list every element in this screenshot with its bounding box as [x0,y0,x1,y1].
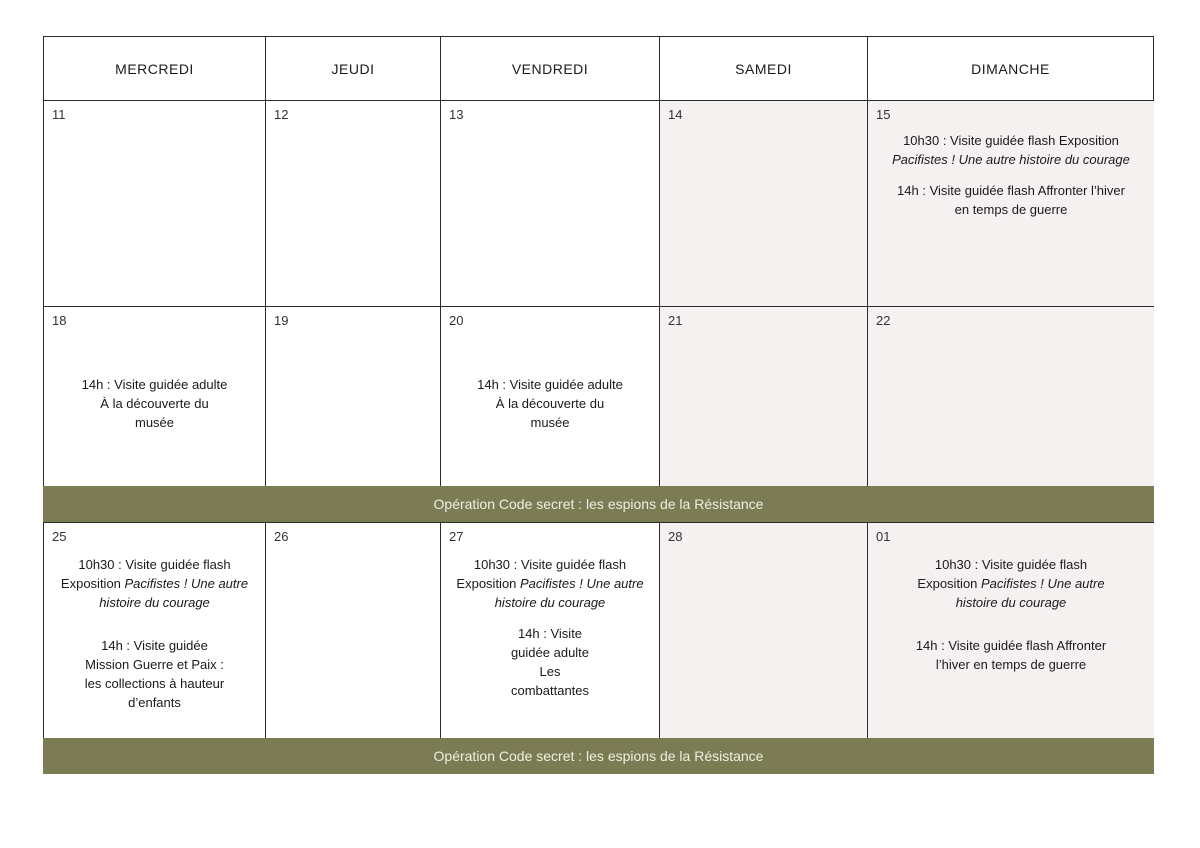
week-row-3 [43,522,1154,764]
day-number: 26 [274,529,289,544]
weekday-header: MERCREDI [43,36,265,100]
day-cell [440,100,659,306]
event-list [441,375,659,432]
weekday-header: SAMEDI [659,36,867,100]
day-number: 12 [274,107,289,122]
day-cell [440,522,659,738]
day-number: 19 [274,313,289,328]
event: 14h : Visite guidée flash Affronter l’hiver en temps de guerre [897,183,1125,217]
event: 14h : Visite guidée adulte À la découverte du musée [477,377,623,430]
event-list [44,375,265,432]
day-cell [265,522,440,738]
event-list [868,555,1154,674]
day-cell [867,522,1154,738]
event-list [44,555,265,712]
day-cell [867,100,1154,306]
calendar-grid [43,36,1154,764]
event-band: Opération Code secret : les espions de la Résistance [43,738,1154,774]
day-number: 27 [449,529,464,544]
event: 10h30 : Visite guidée flash Exposition Pacifistes ! Une autre histoire du courage [917,557,1105,610]
event-band: Opération Code secret : les espions de la Résistance [43,486,1154,522]
weekday-header: DIMANCHE [867,36,1154,100]
weekday-header: JEUDI [265,36,440,100]
event: 14h : Visite guidée adulte À la découverte du musée [81,377,228,430]
day-number: 25 [52,529,67,544]
event: 14h : Visite guidée adulte Les combattantes [510,626,590,698]
day-cell [659,522,867,738]
day-number: 11 [52,107,66,122]
day-number: 14 [668,107,683,122]
event: 10h30 : Visite guidée flash Exposition Pacifistes ! Une autre histoire du courage [60,557,249,610]
event-list [441,555,659,700]
event: 14h : Visite guidée Mission Guerre et Paix : les collections à hauteur d’enfants [84,638,225,710]
week-row-1 [43,100,1154,306]
event: 14h : Visite guidée flash Affronter l’hiver en temps de guerre [915,638,1107,672]
day-cell [659,100,867,306]
event: 10h30 : Visite guidée flash Exposition Pacifistes ! Une autre histoire du courage [892,133,1130,167]
day-cell [43,522,265,738]
weekday-header-row [43,36,1154,100]
event-list [868,131,1154,219]
day-number: 18 [52,313,67,328]
day-number: 28 [668,529,683,544]
day-number: 15 [876,107,891,122]
day-number: 01 [876,529,891,544]
day-cell [265,100,440,306]
day-number: 13 [449,107,464,122]
day-number: 21 [668,313,683,328]
weekday-header: VENDREDI [440,36,659,100]
day-number: 20 [449,313,464,328]
week-row-2 [43,306,1154,522]
day-cell [43,100,265,306]
event: 10h30 : Visite guidée flash Exposition Pacifistes ! Une autre histoire du courage [456,557,644,610]
day-number: 22 [876,313,891,328]
